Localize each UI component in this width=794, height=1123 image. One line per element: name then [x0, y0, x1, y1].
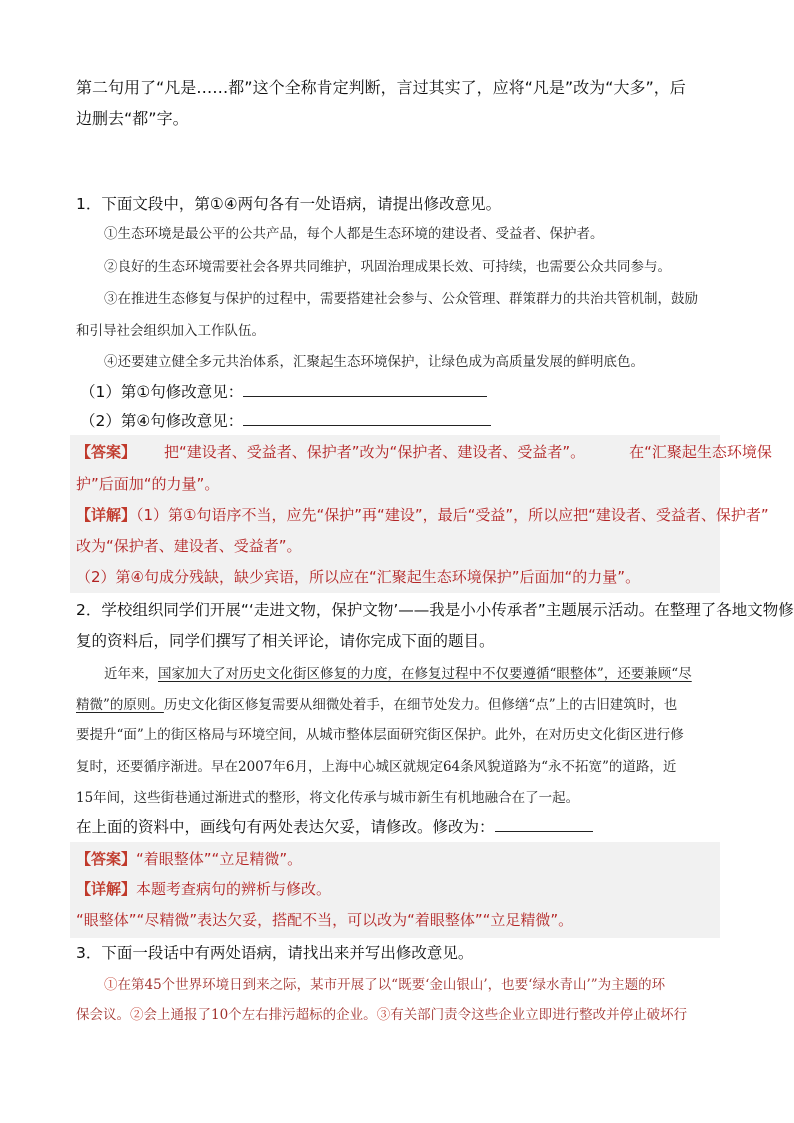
q1-blank-2-label: （2）第④句修改意见： — [80, 412, 244, 430]
q1-answer-a: 把“建设者、受益者、保护者”改为“保护者、建设者、受益者”。 — [164, 443, 586, 461]
q2-stem-a: 2．学校组织同学们开展“‘走进文物，保护文物’——我是小小传承者”主题展示活动。在整理了各地文物修 — [76, 601, 794, 619]
q2-detail-tag: 【详解】 — [76, 880, 137, 898]
q1-answer-b: 在“汇聚起生态环境保 — [629, 443, 772, 461]
q3-passage-line-1 — [104, 974, 665, 996]
q1-sentence-2: ②良好的生态环境需要社会各界共同维护，巩固治理成果长效、可持续，也需要公众共同参与。 — [104, 259, 671, 275]
q2-answer-blank[interactable] — [495, 817, 593, 832]
q1-stem: 1．下面文段中，第①④两句各有一处语病，请提出修改意见。 — [76, 195, 502, 213]
q1-detail-2: （2）第④句成分残缺，缺少宾语，所以应在“汇聚起生态环境保护”后面加“的力量”。 — [76, 568, 641, 586]
q1-blank-2-row — [80, 410, 491, 432]
q1-sentence-4: ④还要建立健全多元共治体系，汇聚起生态环境保护，让绿色成为高质量发展的鲜明底色。 — [104, 354, 644, 370]
q1-answer-tag: 【答案】 — [76, 443, 137, 461]
q2-answer-row — [76, 848, 302, 870]
q2-answer-tag: 【答案】 — [76, 850, 137, 868]
q3-text-2c: 有关部门责令这些企业立即进行整改并停止破坏行 — [390, 1007, 688, 1023]
q1-detail-tag: 【详解】 — [76, 506, 137, 524]
q2-passage-line-2-rest: 历史文化街区修复需要从细微处着手，在细节处发力。但修缮“点”上的古旧建筑时，也 — [163, 697, 678, 713]
q3-text-2a: 保会议。 — [76, 1007, 130, 1023]
q2-answer: “着眼整体”“立足精微”。 — [136, 850, 303, 868]
q1-sentence-3b: 和引导社会组织加入工作队伍。 — [76, 323, 265, 339]
q1-sentence-3a: ③在推进生态修复与保护的过程中，需要搭建社会参与、公众管理、群策群力的共治共管机制，鼓励 — [104, 291, 698, 307]
q3-passage-line-2 — [76, 1004, 687, 1026]
q1-blank-1[interactable] — [243, 382, 487, 397]
intro-line-2: 边删去“都”字。 — [76, 109, 189, 128]
q2-task: 在上面的资料中，画线句有两处表达欠妥，请修改。修改为： — [76, 818, 495, 836]
q2-passage-line-4: 复时，还要循序渐进。早在2007年6月，上海中心城区就规定64条风貌道路为“永不拓宽”的道路，近 — [76, 759, 677, 775]
q1-answer-c: 护”后面加“的力量”。 — [76, 475, 220, 493]
q3-marker-1: ① — [104, 977, 118, 993]
q2-task-row — [76, 816, 593, 838]
q2-stem-b: 复的资料后，同学们撰写了相关评论，请你完成下面的题目。 — [76, 632, 495, 650]
q1-blank-1-row — [80, 381, 487, 403]
q2-underlined-sentence-a: 国家加大了对历史文化街区修复的力度，在修复过程中不仅要遵循“眼整体”，还要兼顾“尽 — [158, 666, 692, 682]
q3-text-2b: 会上通报了10个左右排污超标的企业。 — [143, 1007, 377, 1023]
q1-detail-row-1 — [76, 504, 769, 526]
q2-passage-line-3: 要提升“面”上的街区格局与环境空间，从城市整体层面研究街区保护。此外，在对历史文化街区进行修 — [76, 727, 684, 743]
q3-marker-2: ② — [130, 1007, 144, 1023]
q2-passage-line-1 — [104, 663, 692, 685]
q1-detail-1a: （1）第①句语序不当，应先“保护”再“建设”，最后“受益”，所以应把“建设者、受益者、保护者” — [136, 506, 769, 524]
intro-line-1: 第二句用了“凡是……都”这个全称肯定判断，言过其实了，应将“凡是”改为“大多”，后 — [76, 78, 686, 97]
q2-detail: 本题考查病句的辨析与修改。 — [136, 880, 332, 898]
q2-passage-line-2 — [76, 694, 677, 716]
q1-detail-1b: 改为“保护者、建设者、受益者”。 — [76, 537, 302, 555]
q1-blank-2[interactable] — [243, 411, 491, 426]
q1-sentence-1: ①生态环境是最公平的公共产品，每个人都是生态环境的建设者、受益者、保护者。 — [104, 226, 604, 242]
q2-detail-2: “眼整体”“尽精微”表达欠妥，搭配不当，可以改为“着眼整体”“立足精微”。 — [76, 911, 574, 929]
q2-passage-pre: 近年来， — [104, 666, 158, 682]
q3-marker-3: ③ — [376, 1007, 391, 1023]
q3-stem: 3．下面一段话中有两处语病，请找出来并写出修改意见。 — [76, 944, 474, 962]
q2-underlined-sentence-b: 精微”的原则。 — [76, 697, 164, 713]
q1-answer-row — [76, 441, 772, 463]
q1-blank-1-label: （1）第①句修改意见： — [80, 383, 244, 401]
q2-detail-row — [76, 878, 331, 900]
q3-text-1: 在第45个世界环境日到来之际，某市开展了以“既要‘金山银山’，也要‘绿水青山’”为主题的环 — [117, 977, 666, 993]
q2-passage-line-5: 15年间，这些街巷通过渐进式的整形，将文化传承与城市新生有机地融合在了一起。 — [76, 790, 580, 806]
